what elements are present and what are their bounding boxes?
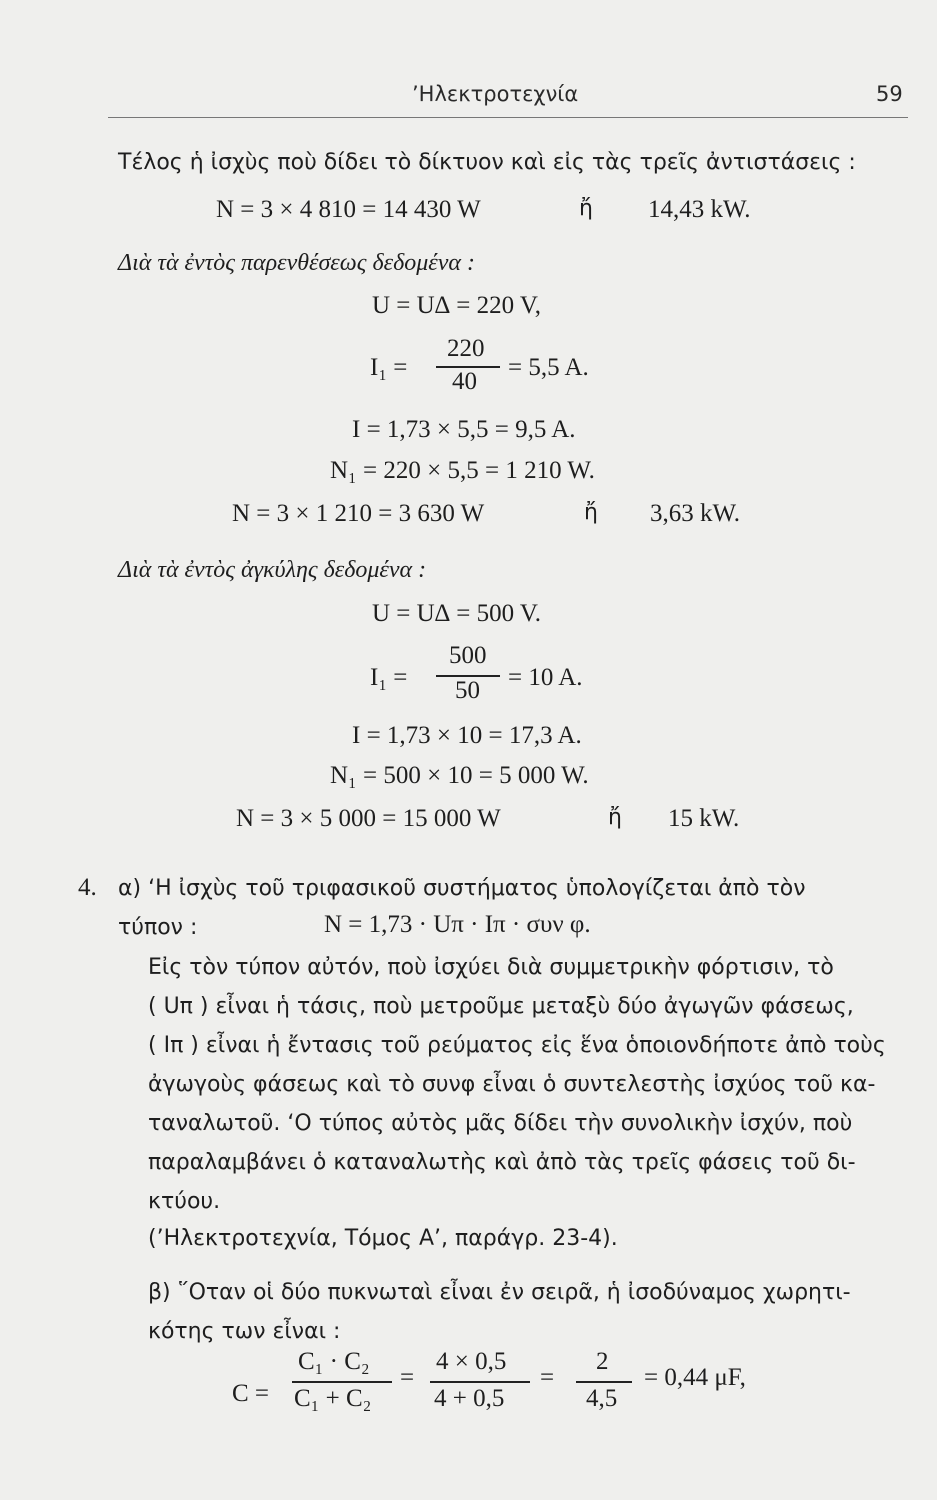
c-eq2: = xyxy=(540,1364,555,1391)
parallel-i1-numerator: 220 xyxy=(447,335,485,362)
c-eq1: = xyxy=(400,1364,415,1391)
three-phase-power-formula: N = 1,73 · Uπ · Iπ · συν φ. xyxy=(324,911,591,938)
c-frac1-numerator: C₁ · C₂ xyxy=(298,1348,370,1375)
bracket-eq-phase-power: N₁ = 500 × 10 = 5 000 W. xyxy=(330,762,589,789)
c-lhs: C = xyxy=(232,1380,270,1407)
c-frac3-denominator: 4,5 xyxy=(586,1385,618,1412)
bracket-heading: Διὰ τὰ ἐντὸς ἀγκύλης δεδομένα : xyxy=(118,557,427,583)
intro-text: Τέλος ἡ ἰσχὺς ποὺ δίδει τὸ δίκτυον καὶ εἰς τὰς τρεῖς ἀντιστάσεις : xyxy=(118,150,856,175)
c-frac3-numerator: 2 xyxy=(596,1348,609,1375)
para-line-2: ( Uπ ) εἶναι ἡ τάσις, ποὺ μετροῦμε μεταξὺ δύο ἀγωγῶν φάσεως, xyxy=(148,994,854,1019)
bracket-eq-or: ἤ xyxy=(608,805,622,830)
bracket-eq-voltage: U = U∆ = 500 V. xyxy=(372,600,541,627)
para-line-1: Εἰς τὸν τύπον αὐτόν, ποὺ ἰσχύει διὰ συμμετρικὴν φόρτισιν, τὸ xyxy=(148,955,834,980)
parallel-eq-kw: 3,63 kW. xyxy=(650,500,741,527)
parallel-i1-lhs: I₁ = xyxy=(370,354,408,381)
section-b-line1: β) ῞Οταν οἱ δύο πυκνωταὶ εἶναι ἐν σειρᾶ, ἡ ἰσοδύναμος χωρητι- xyxy=(148,1280,851,1305)
c-frac2-bar xyxy=(430,1381,530,1383)
section-a-line1: α) ‘Η ἰσχὺς τοῦ τριφασικοῦ συστήματος ὑπολογίζεται ἀπὸ τὸν xyxy=(118,876,806,901)
bracket-eq-kw: 15 kW. xyxy=(668,805,740,832)
eq-total-power: N = 3 × 4 810 = 14 430 W xyxy=(216,196,481,223)
para-line-7: κτύου. xyxy=(148,1189,221,1214)
parallel-i1-rhs: = 5,5 A. xyxy=(508,354,589,381)
parallel-i1-denominator: 40 xyxy=(452,368,477,395)
bracket-eq-total-power: N = 3 × 5 000 = 15 000 W xyxy=(236,805,501,832)
parallel-eq-total-power: N = 3 × 1 210 = 3 630 W xyxy=(232,500,485,527)
section-b-line2: κότης των εἶναι : xyxy=(148,1319,341,1344)
bracket-eq-current: I = 1,73 × 10 = 17,3 A. xyxy=(352,722,582,749)
para-line-4: ἀγωγοὺς φάσεως καὶ τὸ συνφ εἶναι ὁ συντελεστὴς ἰσχύος τοῦ κα- xyxy=(148,1072,876,1097)
bracket-i1-denominator: 50 xyxy=(455,677,480,704)
para-line-5: ταναλωτοῦ. ‘Ο τύπος αὐτὸς μᾶς δίδει τὴν συνολικὴν ἰσχύν, ποὺ xyxy=(148,1111,853,1136)
parallel-heading: Διὰ τὰ ἐντὸς παρενθέσεως δεδομένα : xyxy=(118,250,475,276)
section-a-line2: τύπον : xyxy=(118,915,198,940)
parallel-eq-phase-power: N₁ = 220 × 5,5 = 1 210 W. xyxy=(330,457,595,484)
header-rule xyxy=(108,117,908,118)
bracket-i1-numerator: 500 xyxy=(449,642,487,669)
parallel-eq-voltage: U = U∆ = 220 V, xyxy=(372,292,541,319)
c-frac3-bar xyxy=(576,1381,632,1383)
eq-total-or: ἤ xyxy=(579,196,593,221)
section-number: 4. xyxy=(78,874,97,901)
parallel-eq-or: ἤ xyxy=(584,500,598,525)
para-line-3: ( Iπ ) εἶναι ἡ ἔντασις τοῦ ρεύματος εἰς ἕνα ὁποιονδήποτε ἀπὸ τοὺς xyxy=(148,1033,886,1058)
c-frac1-denominator: C₁ + C₂ xyxy=(294,1385,372,1412)
para-line-6: παραλαμβάνει ὁ καταναλωτὴς καὶ ἀπὸ τὰς τρεῖς φάσεις τοῦ δι- xyxy=(148,1150,856,1175)
c-frac1-bar xyxy=(292,1381,392,1383)
bracket-i1-rhs: = 10 A. xyxy=(508,664,583,691)
c-result: = 0,44 μF, xyxy=(644,1364,746,1391)
eq-total-kw: 14,43 kW. xyxy=(648,196,751,223)
running-header-title: ’Ηλεκτροτεχνία xyxy=(412,82,579,106)
bracket-i1-lhs: I₁ = xyxy=(370,664,408,691)
para-reference: (’Ηλεκτροτεχνία, Τόμος Α’, παράγρ. 23-4). xyxy=(148,1226,618,1251)
parallel-eq-current: I = 1,73 × 5,5 = 9,5 A. xyxy=(352,416,576,443)
c-frac2-numerator: 4 × 0,5 xyxy=(436,1348,507,1375)
c-frac2-denominator: 4 + 0,5 xyxy=(434,1385,505,1412)
page-number: 59 xyxy=(876,82,903,106)
